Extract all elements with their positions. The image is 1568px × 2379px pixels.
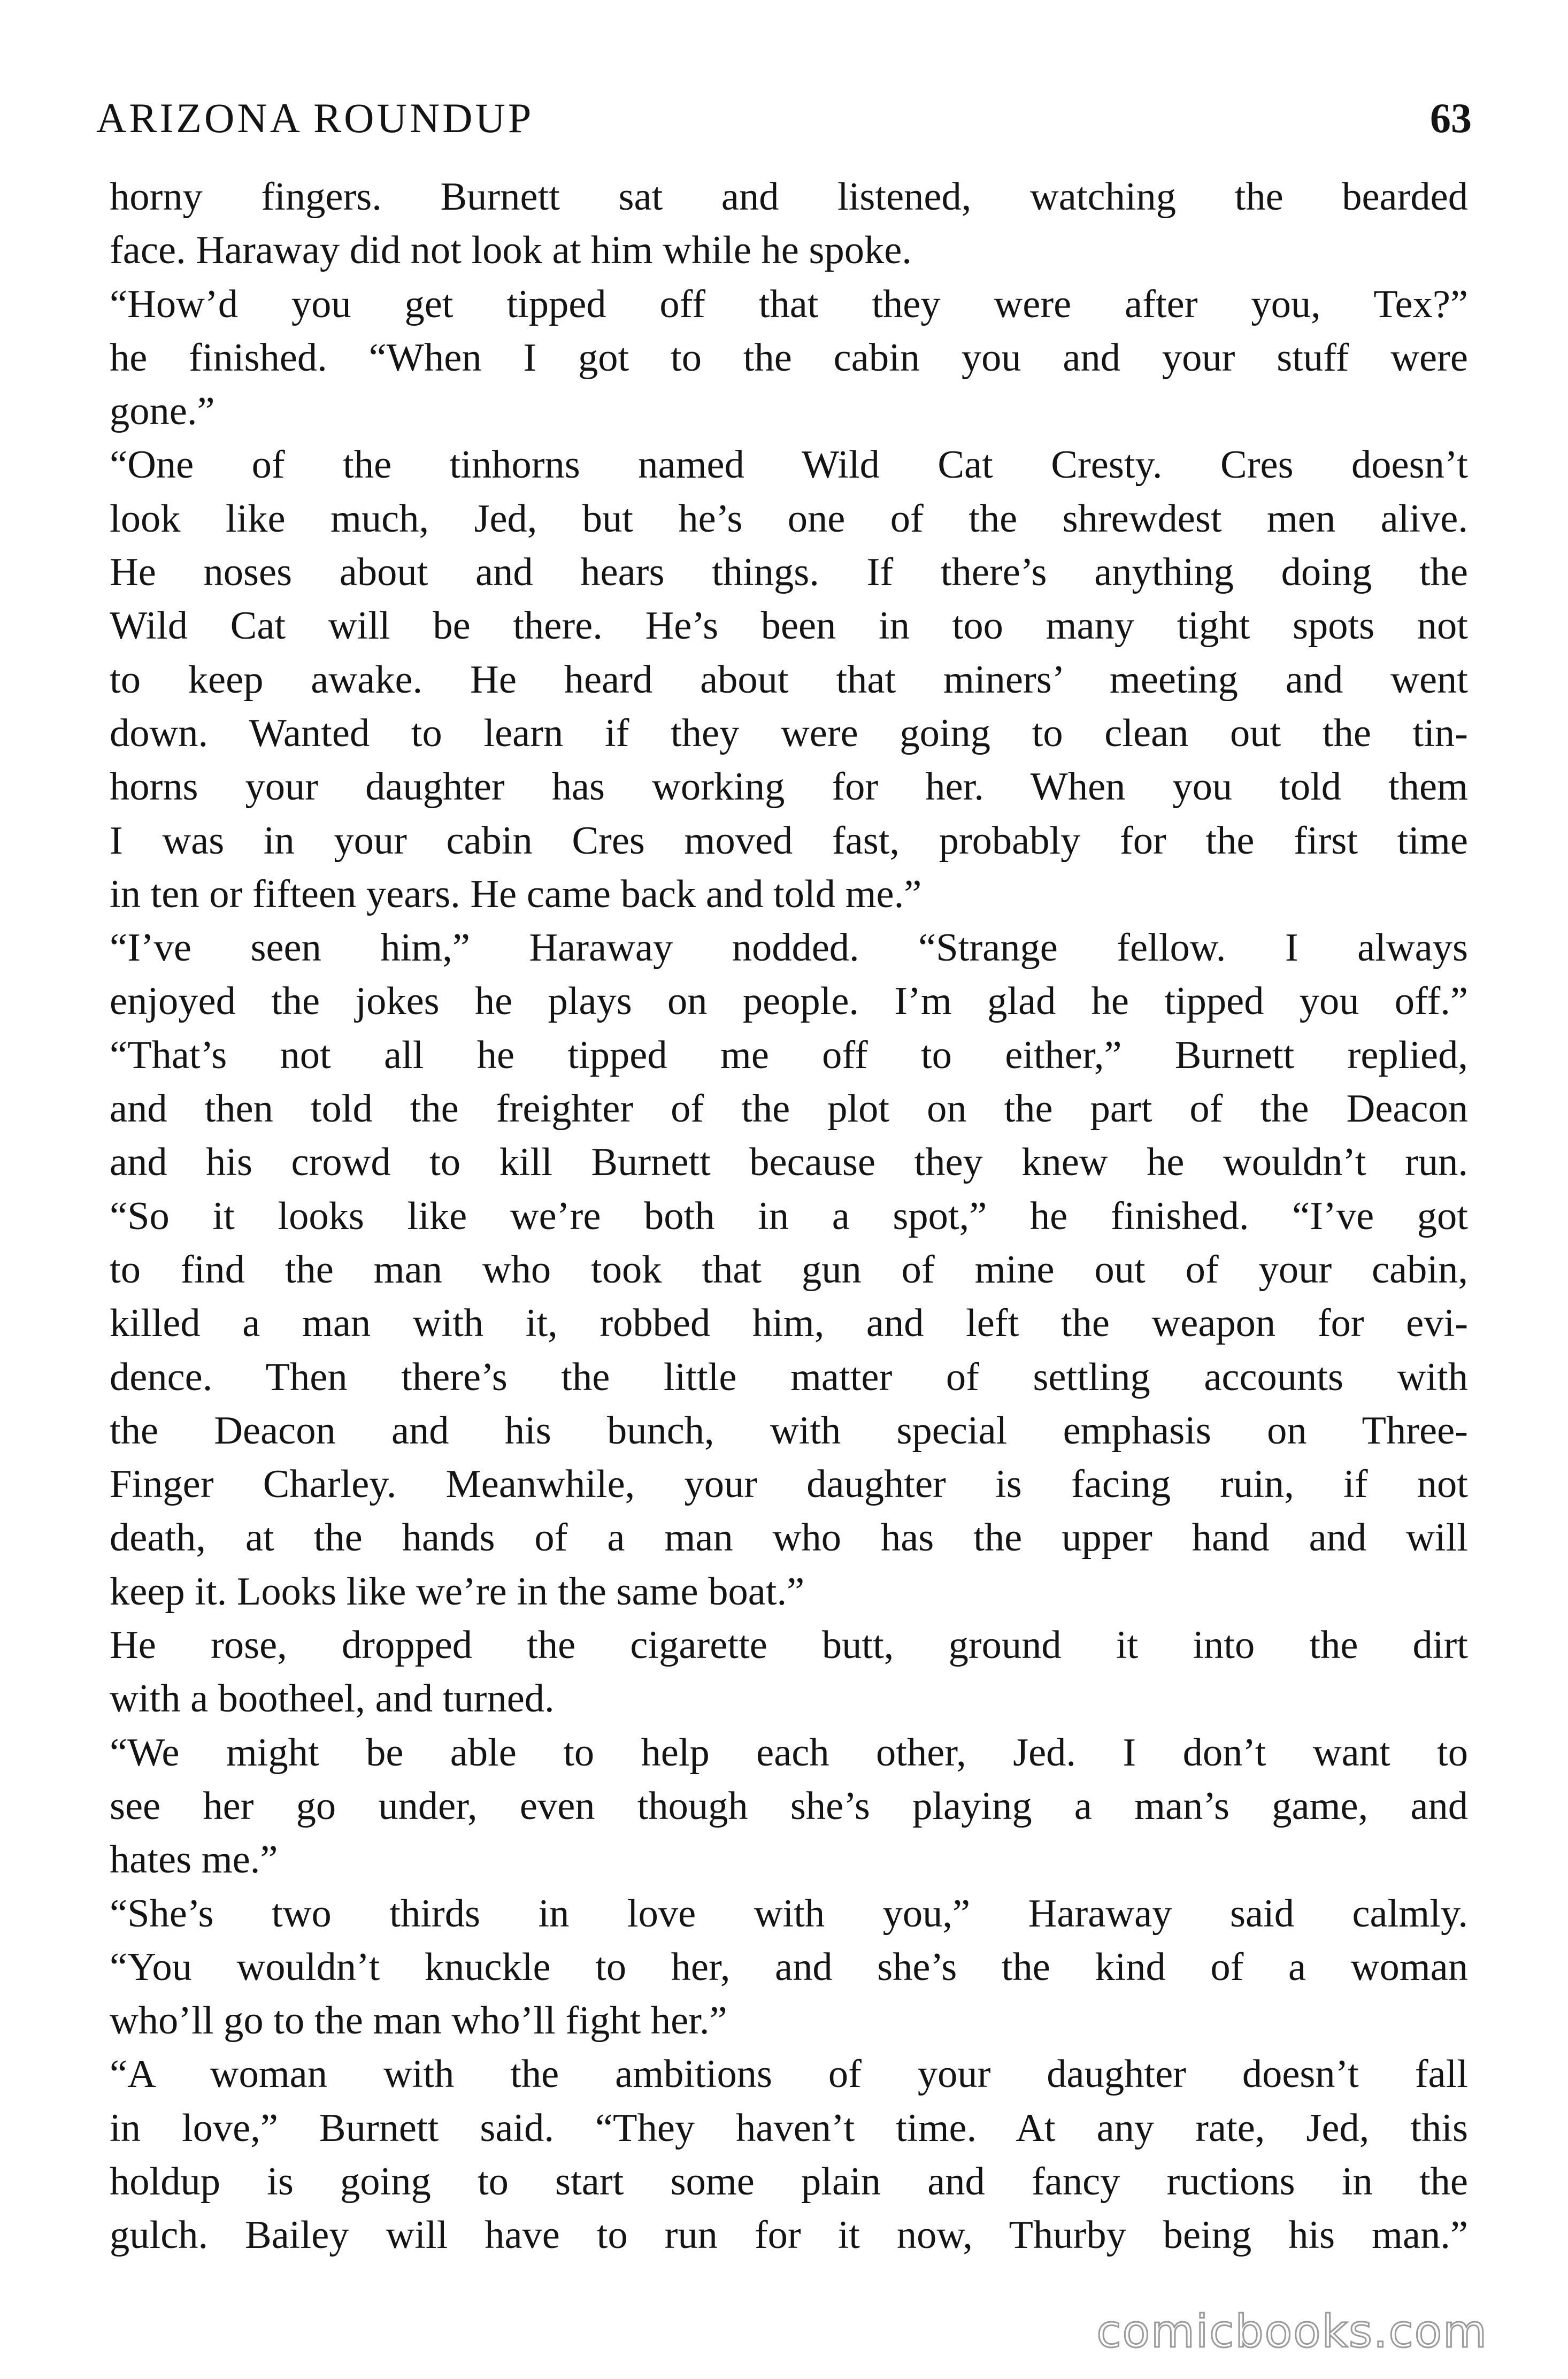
text-line: holdup is going to start some plain and fancy ructions in the [110,2159,1468,2204]
watermark: comicbooks.com [1096,2305,1488,2358]
text-line: dence. Then there’s the little matter of settling accounts with [110,1355,1468,1399]
text-line: Wild Cat will be there. He’s been in too many tight spots not [110,604,1468,648]
text-line: with a bootheel, and turned. [110,1677,555,1721]
text-line: down. Wanted to learn if they were going to clean out the tin- [110,711,1468,755]
text-line: see her go under, even though she’s playing a man’s game, and [110,1784,1468,1828]
text-line: “We might be able to help each other, Jed. I don’t want to [110,1730,1468,1775]
text-line: and then told the freighter of the plot on the part of the Deacon [110,1087,1468,1131]
text-line: “One of the tinhorns named Wild Cat Cresty. Cres doesn’t [110,443,1468,487]
text-line: and his crowd to kill Burnett because they knew he wouldn’t run. [110,1140,1468,1185]
text-line: “I’ve seen him,” Haraway nodded. “Strange fellow. I always [110,926,1468,970]
running-title: ARIZONA ROUNDUP [96,95,534,141]
text-line: the Deacon and his bunch, with special emphasis on Three- [110,1408,1468,1453]
running-head [96,94,1472,153]
text-line: look like much, Jed, but he’s one of the shrewdest men alive. [110,496,1468,541]
text-line: face. Haraway did not look at him while he spoke. [110,228,912,273]
text-line: in ten or fifteen years. He came back and told me.” [110,872,922,916]
text-line: He noses about and hears things. If there’s anything doing the [110,550,1468,595]
text-line: to keep awake. He heard about that miners’ meeting and went [110,657,1468,702]
text-line: in love,” Burnett said. “They haven’t time. At any rate, Jed, this [110,2106,1468,2150]
text-line: “That’s not all he tipped me off to either,” Burnett replied, [110,1033,1468,1077]
text-line: “You wouldn’t knuckle to her, and she’s the kind of a woman [110,1945,1468,1989]
body-text [110,170,1468,2262]
text-line: keep it. Looks like we’re in the same boat.” [110,1569,805,1614]
text-line: horns your daughter has working for her. When you told them [110,765,1468,809]
text-line: “She’s two thirds in love with you,” Haraway said calmly. [110,1891,1468,1936]
text-line: hates me.” [110,1838,278,1882]
text-line: He rose, dropped the cigarette butt, ground it into the dirt [110,1623,1468,1668]
text-line: enjoyed the jokes he plays on people. I’m glad he tipped you off.” [110,979,1468,1024]
page-number: 63 [1430,95,1472,141]
text-line: “A woman with the ambitions of your daughter doesn’t fall [110,2052,1468,2097]
text-line: gone.” [110,389,215,434]
text-line: “How’d you get tipped off that they were after you, Tex?” [110,282,1468,326]
text-line: he finished. “When I got to the cabin you and your stuff were [110,335,1468,380]
text-line: death, at the hands of a man who has the upper hand and will [110,1516,1468,1560]
text-line: to find the man who took that gun of mine out of your cabin, [110,1247,1468,1292]
text-line: gulch. Bailey will have to run for it now, Thurby being his man.” [110,2213,1468,2258]
text-line: “So it looks like we’re both in a spot,” he finished. “I’ve got [110,1194,1468,1238]
text-line: I was in your cabin Cres moved fast, probably for the first time [110,818,1468,863]
text-line: who’ll go to the man who’ll fight her.” [110,1999,727,2043]
text-line: horny fingers. Burnett sat and listened, watching the bearded [110,175,1468,219]
text-line: Finger Charley. Meanwhile, your daughter is facing ruin, if not [110,1462,1468,1507]
text-line: killed a man with it, robbed him, and left the weapon for evi- [110,1301,1468,1346]
